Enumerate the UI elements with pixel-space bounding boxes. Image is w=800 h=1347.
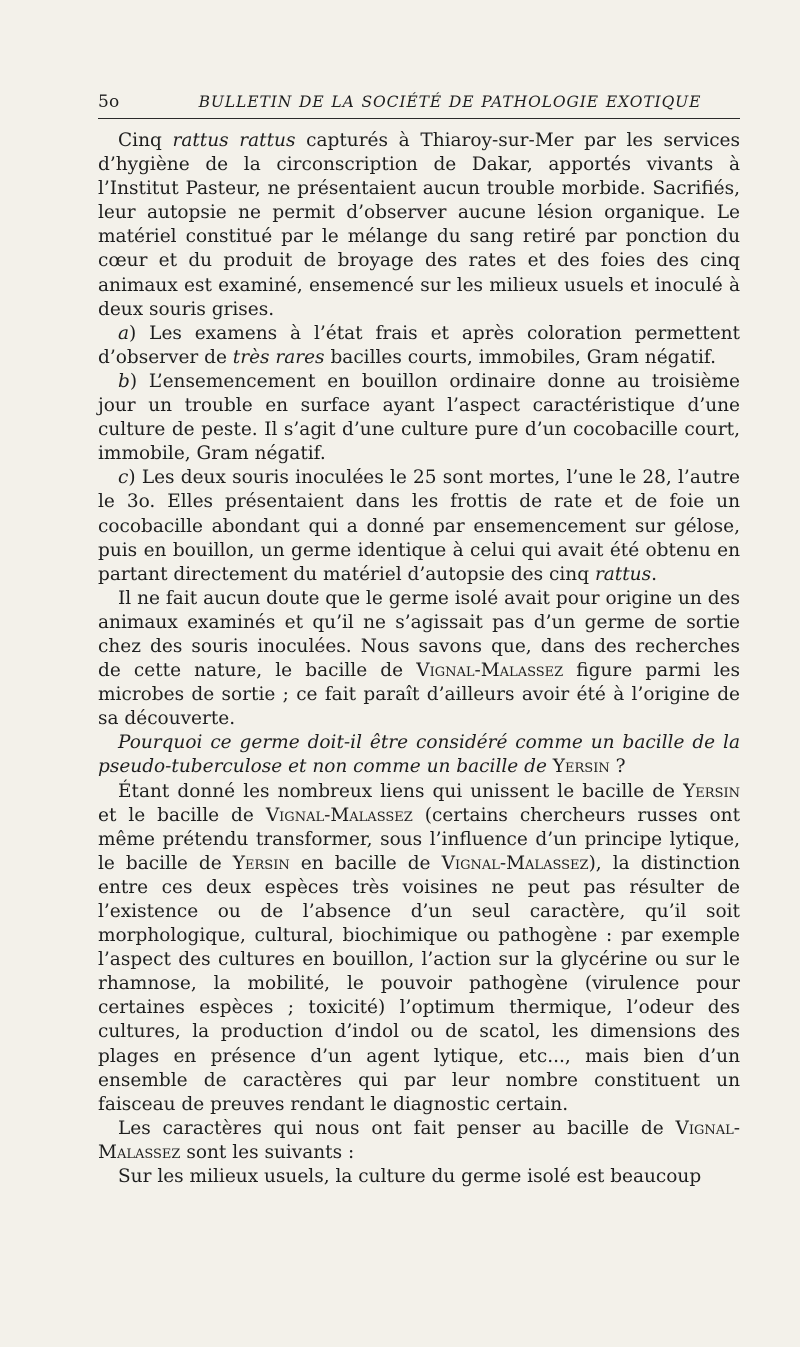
item-letter-c: c [118, 467, 129, 489]
article-body [98, 129, 740, 1189]
author-name: Vignal-Malassez [441, 852, 589, 874]
paragraph-ensemencement: b) L’ensemencement en bouillon ordinaire donne au troisième jour un trouble en surface ayant l’aspect caractéristique d’une culture de peste. Il s’agit d’une culture pure d’un cocobacille court, immobile, Gram négatif. [98, 370, 740, 465]
paragraph-examens: a) Les examens à l’état frais et après coloration permettent d’observer de très rares bacilles courts, immobiles, Gram négatif. [98, 322, 740, 368]
author-name: Vignal-Malassez [416, 660, 564, 682]
paragraph-caracteres: Les caractères qui nous ont fait penser au bacille de Vignal-Malassez sont les suivants : [98, 1117, 740, 1163]
running-title: BULLETIN DE LA SOCIÉTÉ DE PATHOLOGIE EXOTIQUE [198, 93, 702, 111]
author-name: Yersin [232, 852, 290, 874]
author-name: Yersin [552, 756, 610, 778]
paragraph-rattus-capture: Cinq rattus rattus capturés à Thiaroy-sur-Mer par les services d’hygiène de la circonscription de Dakar, apportés vivants à l’Institut Pasteur, ne présentaient aucun trouble morbide. Sacrifiés, leur autopsie ne permit d’observer aucune lésion organique. Le matériel constitué par le mélange du sang retiré par ponction du cœur et du produit de broyage des rates et des foies des cinq animaux est examiné, ensemencé sur les milieux usuels et inoculé à deux souris grises. [98, 130, 740, 320]
journal-page [98, 88, 740, 1189]
paragraph-souris-inoculees: c) Les deux souris inoculées le 25 sont mortes, l’une le 28, l’autre le 3o. Elles présentaient dans les frottis de rate et de foie un cocobacille abondant qui a donné par ensemencement sur gélose, puis en bouillon, un germe identique à celui qui avait été obtenu en partant directement du matériel d’autopsie des cinq rattus. [98, 467, 740, 585]
page-number: 5o [98, 92, 120, 112]
paragraph-question: Pourquoi ce germe doit-il être considéré comme un bacille de la pseudo-tuberculose et non comme un bacille de Yersin ? [98, 732, 740, 778]
paragraph-distinction: Étant donné les nombreux liens qui unissent le bacille de Yersin et le bacille de Vignal-Malassez (certains chercheurs russes ont même prétendu transformer, sous l’influence d’un principe lytique, le bacille de Yersin en bacille de Vignal-Malassez), la distinction entre ces deux espèces très voisines ne peut pas résulter de l’existence ou de l’absence d’un seul caractère, qu’il soit morphologique, cultural, biochimique ou pathogène : par exemple l’aspect des cultures en bouillon, l’action sur la glycérine ou sur le rhamnose, la mobilité, le pouvoir pathogène (virulence pour certaines espèces ; toxicité) l’optimum thermique, l’odeur des cultures, la production d’indol ou de scatol, les dimensions des plages en présence d’un agent lytique, etc..., mais bien d’un ensemble de caractères qui par leur nombre constituent un faisceau de preuves rendant le diagnostic certain. [98, 780, 741, 1115]
species-name: rattus rattus [172, 130, 296, 151]
running-header [98, 88, 740, 119]
paragraph-origine-germe: Il ne fait aucun doute que le germe isolé avait pour origine un des animaux examinés et qu’il ne s’agissait pas d’un germe de sortie chez des souris inoculées. Nous savons que, dans des recherches de cette nature, le bacille de Vignal-Malassez figure parmi les microbes de sortie ; ce fait paraît d’ailleurs avoir été à l’origine de sa découverte. [98, 587, 740, 730]
author-name: Vignal-Malassez [265, 804, 413, 826]
author-name: Yersin [683, 780, 740, 802]
paragraph-milieux-usuels: Sur les milieux usuels, la culture du germe isolé est beaucoup [118, 1166, 702, 1188]
author-name: Vignal-Malassez [98, 1117, 740, 1163]
item-letter-b: b [118, 370, 130, 392]
item-letter-a: a [118, 322, 130, 344]
